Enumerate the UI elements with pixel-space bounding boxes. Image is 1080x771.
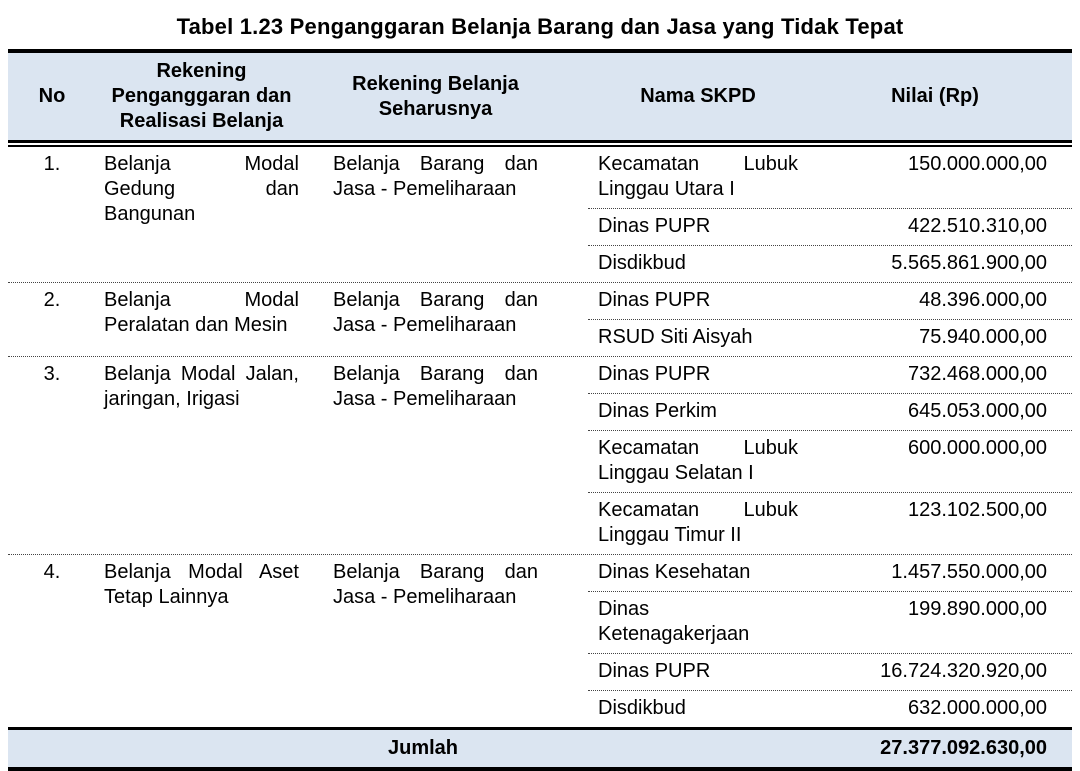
nilai-value: 600.000.000,00 — [907, 437, 1047, 459]
nilai-value: 199.890.000,00 — [907, 598, 1047, 620]
nilai-value: 150.000.000,00 — [907, 153, 1047, 175]
table-header-row — [8, 53, 1072, 143]
nilai-value: 48.396.000,00 — [919, 289, 1047, 311]
skpd-name: Dinas PUPR — [598, 215, 711, 237]
table-title: Tabel 1.23 Penganggaran Belanja Barang dan Jasa yang Tidak Tepat — [176, 14, 904, 39]
skpd-entry — [588, 431, 1072, 493]
rekening-seharusnya-cell: Belanja Barang dan Jasa - Pemeliharaan — [333, 363, 538, 410]
table-total-row — [8, 727, 1072, 771]
rekening-seharusnya-cell: Belanja Barang dan Jasa - Pemeliharaan — [333, 153, 538, 200]
skpd-entry — [588, 394, 1072, 431]
rekening-penganggaran-cell: Belanja Modal Gedung dan Bangunan — [104, 153, 299, 225]
skpd-entry — [588, 654, 1072, 691]
skpd-name: RSUD Siti Aisyah — [598, 326, 753, 348]
nilai-value: 632.000.000,00 — [907, 697, 1047, 719]
row-number: 4. — [43, 561, 61, 583]
row-number: 3. — [43, 363, 61, 385]
col-header-no: No — [38, 85, 66, 107]
col-header-nilai: Nilai (Rp) — [891, 85, 979, 107]
col-header-rekening-penganggaran: Rekening Penganggaran dan Realisasi Belanja — [111, 60, 292, 132]
skpd-name: Dinas PUPR — [598, 363, 711, 385]
skpd-name: Dinas PUPR — [598, 289, 711, 311]
skpd-entry — [588, 592, 1072, 654]
table-row — [8, 283, 1072, 357]
skpd-entry — [588, 283, 1072, 320]
table-row — [8, 357, 1072, 555]
skpd-name: Kecamatan Lubuk Linggau Selatan I — [598, 437, 798, 484]
skpd-entry — [588, 691, 1072, 727]
rekening-penganggaran-cell: Belanja Modal Jalan, jaringan, Irigasi — [104, 363, 299, 410]
nilai-value: 732.468.000,00 — [907, 363, 1047, 385]
skpd-entries — [588, 283, 1072, 356]
table-body — [8, 147, 1072, 727]
skpd-entry — [588, 493, 1072, 554]
table-row — [8, 147, 1072, 283]
rekening-seharusnya-cell: Belanja Barang dan Jasa - Pemeliharaan — [333, 289, 538, 336]
row-number: 1. — [43, 153, 61, 175]
skpd-entry — [588, 209, 1072, 246]
skpd-name: Dinas Ketenagakerjaan — [598, 598, 750, 645]
nilai-value: 1.457.550.000,00 — [891, 561, 1047, 583]
nilai-value: 16.724.320.920,00 — [880, 660, 1047, 682]
skpd-entries — [588, 357, 1072, 554]
rekening-penganggaran-cell: Belanja Modal Aset Tetap Lainnya — [104, 561, 299, 608]
col-header-nama-skpd: Nama SKPD — [640, 85, 756, 107]
total-value: 27.377.092.630,00 — [880, 737, 1047, 759]
skpd-entry — [588, 147, 1072, 209]
skpd-name: Disdikbud — [598, 252, 686, 274]
skpd-name: Disdikbud — [598, 697, 686, 719]
total-label: Jumlah — [387, 737, 459, 759]
skpd-name: Kecamatan Lubuk Linggau Utara I — [598, 153, 798, 200]
skpd-entry — [588, 357, 1072, 394]
skpd-name: Dinas PUPR — [598, 660, 711, 682]
rekening-penganggaran-cell: Belanja Modal Peralatan dan Mesin — [104, 289, 299, 336]
table-row — [8, 555, 1072, 727]
skpd-entries — [588, 147, 1072, 282]
skpd-name: Kecamatan Lubuk Linggau Timur II — [598, 499, 798, 546]
row-number: 2. — [43, 289, 61, 311]
nilai-value: 422.510.310,00 — [907, 215, 1047, 237]
rekening-seharusnya-cell: Belanja Barang dan Jasa - Pemeliharaan — [333, 561, 538, 608]
skpd-entries — [588, 555, 1072, 727]
nilai-value: 75.940.000,00 — [919, 326, 1047, 348]
skpd-entry — [588, 320, 1072, 356]
skpd-name: Dinas Perkim — [598, 400, 717, 422]
col-header-rekening-seharusnya: Rekening Belanja Seharusnya — [352, 72, 519, 120]
data-table — [8, 49, 1072, 771]
nilai-value: 123.102.500,00 — [907, 499, 1047, 521]
nilai-value: 5.565.861.900,00 — [891, 252, 1047, 274]
skpd-entry — [588, 246, 1072, 282]
skpd-name: Dinas Kesehatan — [598, 561, 751, 583]
skpd-entry — [588, 555, 1072, 592]
nilai-value: 645.053.000,00 — [907, 400, 1047, 422]
